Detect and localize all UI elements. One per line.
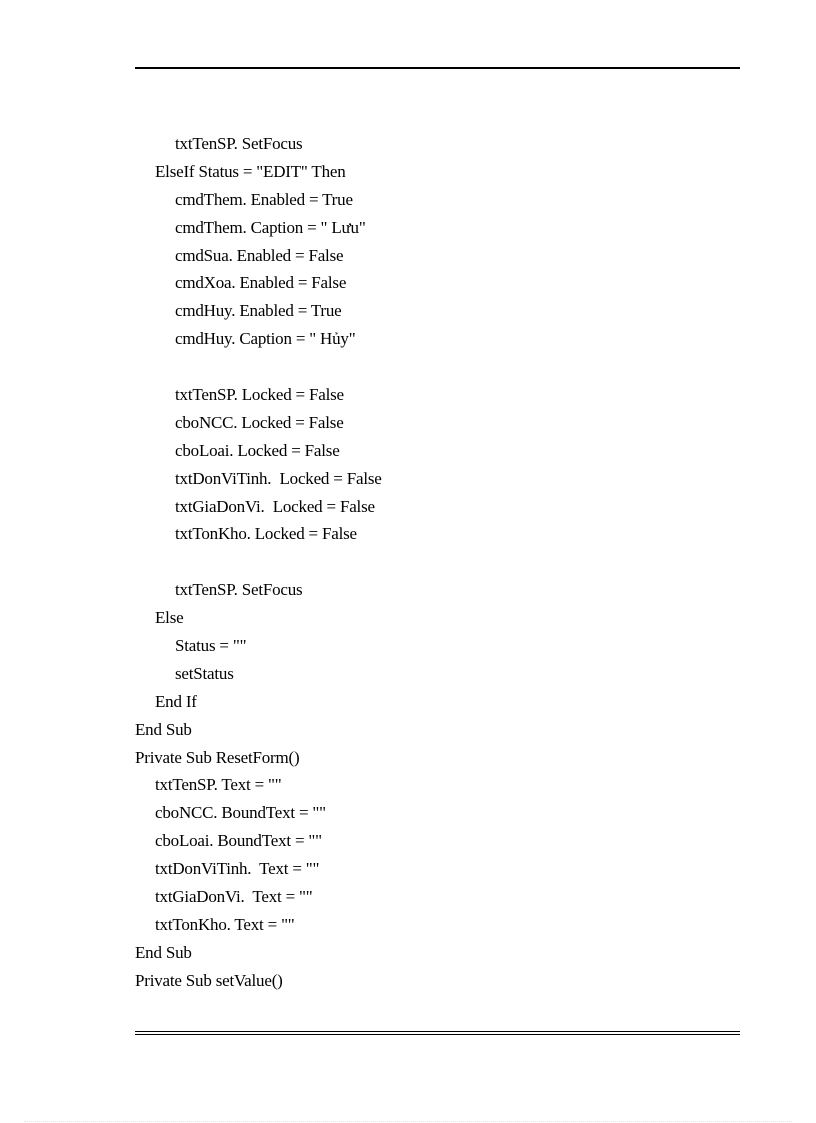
- code-line: Private Sub ResetForm(): [135, 747, 300, 767]
- code-line: cboNCC. BoundText = "": [155, 803, 326, 823]
- code-line: End Sub: [135, 719, 192, 739]
- code-line: cboNCC. Locked = False: [175, 412, 344, 432]
- code-line: cmdThem. Caption = " Lưu": [175, 217, 366, 237]
- code-line: End If: [155, 691, 197, 711]
- code-line: txtTenSP. SetFocus: [175, 134, 303, 153]
- code-line: txtGiaDonVi. Locked = False: [175, 496, 375, 516]
- code-line: txtTonKho. Text = "": [155, 914, 295, 934]
- code-line: cmdThem. Enabled = True: [175, 189, 353, 209]
- footer-rule: [135, 1031, 740, 1035]
- code-line: txtDonViTinh. Locked = False: [175, 468, 382, 488]
- page-edge-divider: [24, 1121, 792, 1122]
- code-line: ElseIf Status = "EDIT" Then: [155, 161, 346, 181]
- code-listing: [135, 130, 755, 995]
- header-rule: [135, 67, 740, 69]
- code-line: txtTenSP. Locked = False: [175, 385, 344, 405]
- code-line: txtTonKho. Locked = False: [175, 524, 357, 544]
- blank-line: [135, 548, 755, 576]
- code-line: txtTenSP. SetFocus: [175, 580, 303, 600]
- code-line: cmdSua. Enabled = False: [175, 245, 344, 265]
- code-line: Else: [155, 608, 184, 628]
- code-line: setStatus: [175, 663, 234, 683]
- code-line: txtGiaDonVi. Text = "": [155, 887, 313, 907]
- blank-line: [135, 353, 755, 381]
- code-line: txtTenSP. Text = "": [155, 775, 282, 795]
- code-line: cmdHuy. Enabled = True: [175, 301, 342, 321]
- code-line: cboLoai. Locked = False: [175, 440, 340, 460]
- code-line: cboLoai. BoundText = "": [155, 831, 322, 851]
- code-line: cmdXoa. Enabled = False: [175, 273, 347, 293]
- code-line: txtDonViTinh. Text = "": [155, 859, 320, 879]
- code-line: Private Sub setValue(): [135, 970, 283, 990]
- code-line: End Sub: [135, 942, 192, 962]
- code-line: Status = "": [175, 636, 247, 656]
- code-line: cmdHuy. Caption = " Hủy": [175, 329, 356, 349]
